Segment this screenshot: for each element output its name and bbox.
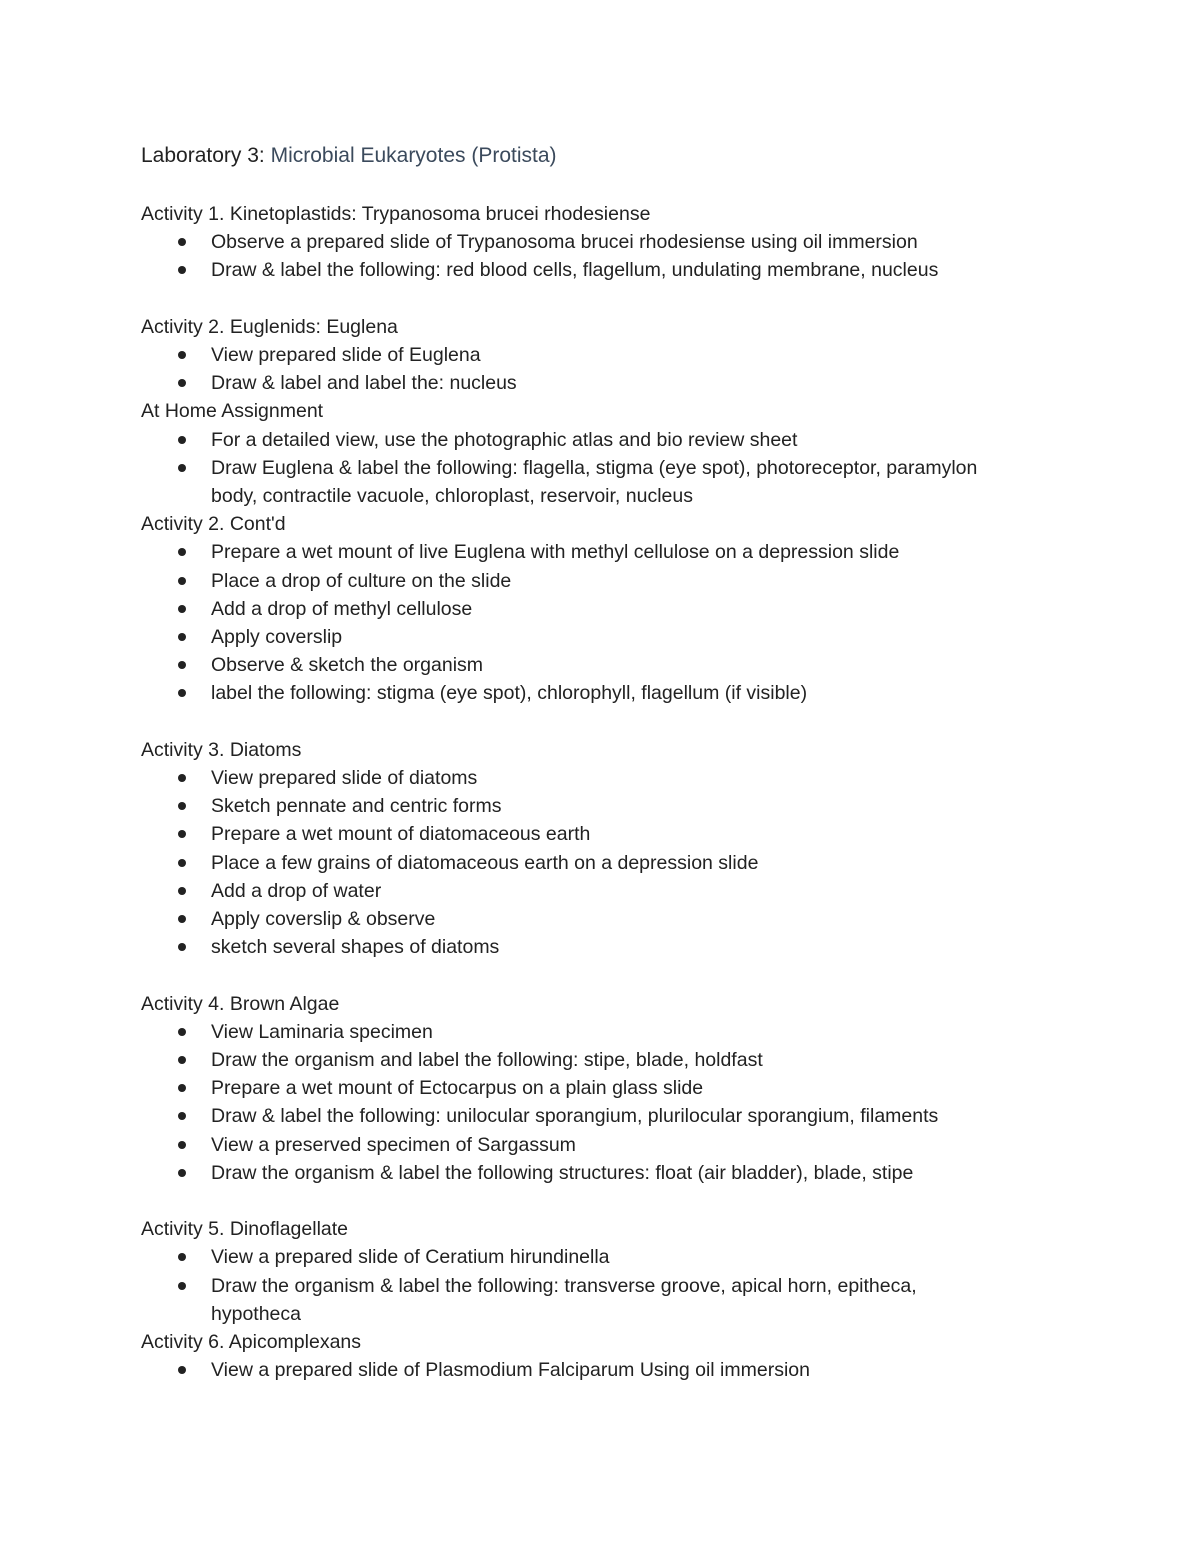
section-heading: Activity 5. Dinoflagellate bbox=[141, 1218, 349, 1241]
list-item: Place a few grains of diatomaceous earth on a depression slide bbox=[141, 849, 1141, 877]
bullet-icon bbox=[178, 1282, 186, 1290]
bullet-icon bbox=[178, 351, 186, 359]
list-item: View prepared slide of diatoms bbox=[141, 764, 1141, 792]
bullet-icon bbox=[178, 1056, 186, 1064]
list-item: label the following: stigma (eye spot), chlorophyll, flagellum (if visible) bbox=[141, 679, 1141, 707]
section-heading: Activity 2. Euglenids: Euglena bbox=[141, 315, 398, 338]
section-activity-2-contd bbox=[141, 510, 1141, 707]
list-item: Sketch pennate and centric forms bbox=[141, 792, 1141, 820]
list-item: Add a drop of water bbox=[141, 877, 1141, 905]
bullet-icon bbox=[178, 661, 186, 669]
document-title bbox=[141, 141, 557, 171]
section-heading: Activity 6. Apicomplexans bbox=[141, 1331, 362, 1354]
bullet-list bbox=[141, 341, 1141, 397]
list-item: Draw & label the following: red blood cells, flagellum, undulating membrane, nucleus bbox=[141, 256, 1141, 284]
title-prefix: Laboratory 3: bbox=[141, 144, 271, 167]
bullet-icon bbox=[178, 464, 186, 472]
list-item: Apply coverslip bbox=[141, 623, 1141, 651]
bullet-list bbox=[141, 1243, 1141, 1328]
list-item: Draw & label the following: unilocular sporangium, plurilocular sporangium, filaments bbox=[141, 1102, 1141, 1130]
bullet-icon bbox=[178, 1141, 186, 1149]
section-activity-5 bbox=[141, 1215, 1141, 1328]
list-item: View a prepared slide of Plasmodium Falciparum Using oil immersion bbox=[141, 1356, 1141, 1384]
list-item: View a prepared slide of Ceratium hirundinella bbox=[141, 1243, 1141, 1271]
section-activity-2 bbox=[141, 313, 1141, 398]
bullet-icon bbox=[178, 577, 186, 585]
list-item: Prepare a wet mount of live Euglena with methyl cellulose on a depression slide bbox=[141, 538, 1141, 566]
list-item: Draw Euglena & label the following: flagella, stigma (eye spot), photoreceptor, paramylon body, contractile vacuole, chloroplast, reservoir, nucleus bbox=[141, 454, 1011, 510]
section-heading: At Home Assignment bbox=[141, 400, 324, 423]
section-heading: Activity 4. Brown Algae bbox=[141, 992, 340, 1015]
bullet-icon bbox=[178, 1084, 186, 1092]
section-at-home-assignment bbox=[141, 397, 1141, 510]
bullet-icon bbox=[178, 436, 186, 444]
bullet-list bbox=[141, 538, 1141, 707]
list-item: View prepared slide of Euglena bbox=[141, 341, 1141, 369]
bullet-icon bbox=[178, 1253, 186, 1261]
list-item: Draw the organism & label the following structures: float (air bladder), blade, stipe bbox=[141, 1159, 1141, 1187]
bullet-icon bbox=[178, 548, 186, 556]
bullet-icon bbox=[178, 379, 186, 387]
list-item: Observe a prepared slide of Trypanosoma brucei rhodesiense using oil immersion bbox=[141, 228, 1141, 256]
bullet-icon bbox=[178, 605, 186, 613]
bullet-icon bbox=[178, 238, 186, 246]
section-heading: Activity 3. Diatoms bbox=[141, 738, 302, 761]
section-heading: Activity 1. Kinetoplastids: Trypanosoma brucei rhodesiense bbox=[141, 203, 651, 225]
bullet-icon bbox=[178, 830, 186, 838]
list-item: Apply coverslip & observe bbox=[141, 905, 1141, 933]
list-item: Draw the organism and label the following: stipe, blade, holdfast bbox=[141, 1046, 1141, 1074]
list-item: Add a drop of methyl cellulose bbox=[141, 595, 1141, 623]
document-body bbox=[141, 200, 1141, 1384]
bullet-list bbox=[141, 228, 1141, 284]
list-item: Observe & sketch the organism bbox=[141, 651, 1141, 679]
bullet-icon bbox=[178, 774, 186, 782]
bullet-icon bbox=[178, 802, 186, 810]
bullet-list bbox=[141, 426, 1141, 511]
section-activity-4 bbox=[141, 990, 1141, 1187]
bullet-list bbox=[141, 764, 1141, 961]
section-activity-3 bbox=[141, 736, 1141, 962]
list-item: View a preserved specimen of Sargassum bbox=[141, 1131, 1141, 1159]
list-item: Draw the organism & label the following: transverse groove, apical horn, epitheca, hypotheca bbox=[141, 1272, 1011, 1328]
bullet-icon bbox=[178, 943, 186, 951]
list-item: For a detailed view, use the photographic atlas and bio review sheet bbox=[141, 426, 1141, 454]
bullet-icon bbox=[178, 689, 186, 697]
bullet-icon bbox=[178, 1112, 186, 1120]
section-heading: Activity 2. Cont'd bbox=[141, 513, 286, 536]
list-item: Draw & label and label the: nucleus bbox=[141, 369, 1141, 397]
bullet-icon bbox=[178, 266, 186, 274]
list-item: sketch several shapes of diatoms bbox=[141, 933, 1141, 961]
bullet-icon bbox=[178, 1028, 186, 1036]
bullet-list bbox=[141, 1018, 1141, 1187]
title-subject: Microbial Eukaryotes (Protista) bbox=[270, 144, 557, 167]
bullet-icon bbox=[178, 1366, 186, 1374]
bullet-icon bbox=[178, 915, 186, 923]
bullet-list bbox=[141, 1356, 1141, 1384]
bullet-icon bbox=[178, 633, 186, 641]
section-activity-6 bbox=[141, 1328, 1141, 1384]
bullet-icon bbox=[178, 887, 186, 895]
list-item: Prepare a wet mount of diatomaceous earth bbox=[141, 820, 1141, 848]
bullet-icon bbox=[178, 859, 186, 867]
list-item: Prepare a wet mount of Ectocarpus on a plain glass slide bbox=[141, 1074, 1141, 1102]
list-item: View Laminaria specimen bbox=[141, 1018, 1141, 1046]
section-activity-1 bbox=[141, 200, 1141, 285]
list-item: Place a drop of culture on the slide bbox=[141, 567, 1141, 595]
bullet-icon bbox=[178, 1169, 186, 1177]
